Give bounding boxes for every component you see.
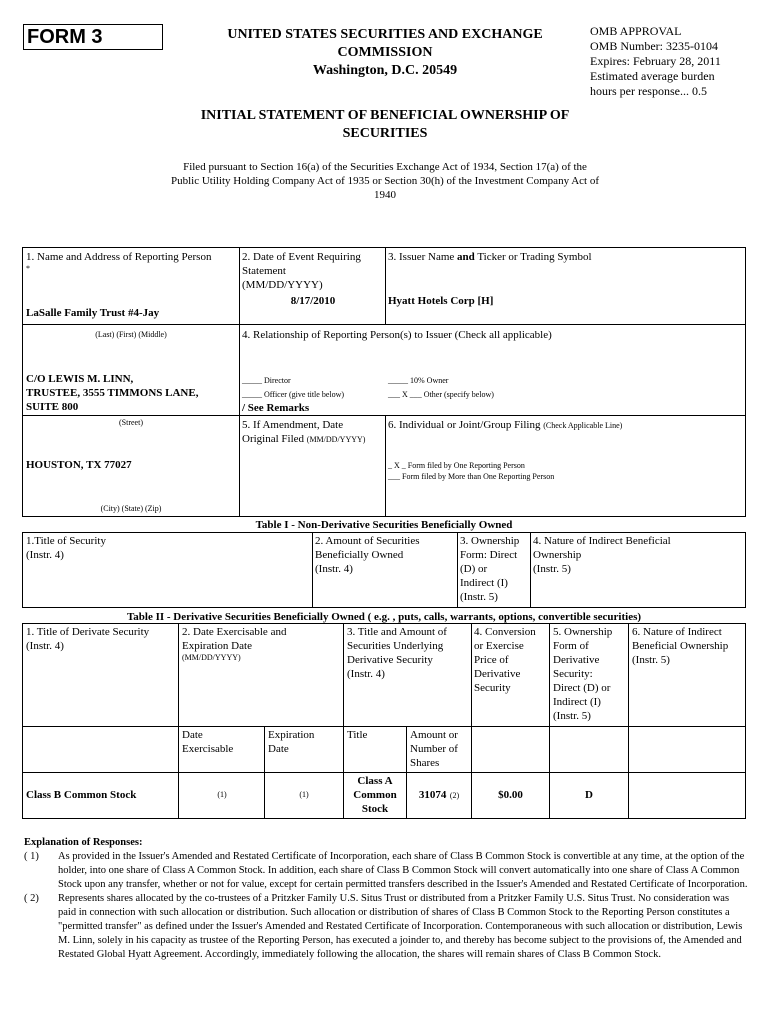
explanation-section [24,836,749,962]
grid-line [385,247,386,325]
street-line: C/O LEWIS M. LINN, [26,373,134,385]
see-remarks: / See Remarks [242,402,310,414]
sub-line: Exercisable [182,743,234,755]
explanation-number: ( 2) [24,893,39,904]
t2-col4-header [474,625,549,695]
omb-approval [590,24,760,99]
header-line: 6. Nature of Indirect [632,626,722,638]
t2-col3-header [347,625,471,681]
header-line: (Instr. 4) [26,640,64,652]
header-line-small: (MM/DD/YYYY) [182,653,241,662]
table2-title: Table II - Derivative Securities Beneficially Owned ( e.g. , puts, calls, warrants, options, convertible securities) [126,611,642,623]
filed-pursuant: Filed pursuant to Section 16(a) of the Securities Exchange Act of 1934, Section 17(a) of the Public Utility Holding Company Act of 1935 or Section 30(h) of the Investment Company Act of 1940 [170,161,600,201]
header-line: 2. Date Exercisable and [182,626,287,638]
agency-line: COMMISSION [337,45,433,60]
box1-label: 1. Name and Address of Reporting Person [26,251,212,263]
explanation-item [24,850,749,892]
underlying-amount [407,788,471,802]
header-line: Ownership [533,549,582,561]
header-line: or Exercise [474,640,524,652]
header-line: 5. Ownership [553,626,613,638]
grid-line [178,623,179,819]
explanation-text: Represents shares allocated by the co-trustees of a Pritzker Family U.S. Situs Trust or distributed from a Pritzker Family U.S. Situs Trust. No consideration was paid in connection with such allocation or distribution. Such allocation or distribution of shares of Class B Common Stock to the Reporting Person constitutes a "permitted transfer" as defined under the Issuer's Amended and Restated Certificate of Incorporation. Contemporaneous with such allocation or distribution, Lewis M. Linn, solely in his capacity as trustee of the Reporting Person, has executed a joinder to, and thereby has become subject to the provisions of, the Amended and Restated Global Hyatt Agreement. Accordingly, immediately following the allocation, the shares will remain shares of Class B Common Stock. [58,893,743,960]
header-line: Direct (D) or [553,682,611,694]
box2-label [242,250,384,292]
box5-label-line [242,432,384,446]
sub-line: Amount or [410,729,458,741]
header-line: (Instr. 4) [26,549,64,561]
issuer-name: Hyatt Hotels Corp [H] [388,295,494,307]
box6-label-part: 6. Individual or Joint/Group Filing [388,419,544,431]
agency-header [205,26,565,80]
box6-label [388,418,744,432]
header-line: (Instr. 4) [315,563,353,575]
sub-line: Shares [410,757,440,769]
filing-option-one: _ X _ Form filed by One Reporting Person [388,461,525,470]
underlying-title-line: Stock [361,803,389,815]
box5-label-part: Original Filed [242,433,307,445]
header-line: 3. Ownership [460,535,520,547]
header-line: (Instr. 5) [460,591,498,603]
header-line: 1.Title of Security [26,535,106,547]
underlying-title-line: Common [353,789,397,801]
grid-line [22,818,746,819]
sub-expiration-date [268,728,343,756]
grid-line [22,772,746,773]
box5-label [242,418,384,446]
agency-line: Washington, D.C. 20549 [312,63,458,78]
director-option: _____ Director [242,376,291,385]
omb-line: hours per response... 0.5 [590,84,707,98]
t1-col4-header [533,534,743,576]
t2-col2-header [182,625,342,663]
sub-line: Number of [410,743,458,755]
expiration-note: (1) [299,790,309,799]
grid-line [385,415,386,517]
header-line: Price of [474,654,509,666]
header-line: Expiration Date [182,640,252,652]
officer-option: _____ Officer (give title below) [242,390,345,399]
explanation-number: ( 1) [24,851,39,862]
box1-asterisk: * [26,264,30,273]
grid-line [745,623,746,819]
grid-line [22,247,746,248]
explanation-heading: Explanation of Responses: [24,837,143,848]
grid-line [22,726,746,727]
title-line: INITIAL STATEMENT OF BENEFICIAL OWNERSHIP OF [200,108,570,123]
grid-line [22,324,746,325]
grid-line [22,516,746,517]
street-line: SUITE 800 [26,401,79,413]
ten-percent-option: _____ 10% Owner [388,376,449,385]
form-label: FORM 3 [23,24,163,50]
reporting-person-name: LaSalle Family Trust #4-Jay [26,307,160,319]
header-line: Form of [553,640,589,652]
filing-option-multiple: ___ Form filed by More than One Reporting Person [388,472,555,481]
document-title [170,107,600,143]
amount-note: (2) [449,791,460,800]
header-line: (Instr. 5) [632,654,670,666]
header-line: 1. Title of Derivate Security [26,626,150,638]
omb-line: OMB APPROVAL [590,24,682,38]
header-line: Security: [553,668,593,680]
header-line: Derivative [553,654,600,666]
grid-line [22,623,23,819]
header-line: (D) or [460,563,488,575]
grid-line [239,247,240,517]
amount-value: 31074 [418,789,447,801]
box5-label-line: 5. If Amendment, Date [242,419,344,431]
city-caption: (City) (State) (Zip) [100,504,162,513]
sub-line: Expiration [268,729,315,741]
box3-label-part: Ticker or Trading Symbol [474,251,592,263]
t2-col6-header [632,625,744,667]
street-line: TRUSTEE, 3555 TIMMONS LANE, [26,387,199,399]
title-line: SECURITIES [342,126,428,141]
sub-line: Date [268,743,289,755]
box4-label: 4. Relationship of Reporting Person(s) to Issuer (Check all applicable) [242,329,552,341]
header-line: (Instr. 5) [533,563,571,575]
agency-line: UNITED STATES SECURITIES AND EXCHANGE [227,27,543,42]
conversion-price: $0.00 [498,789,523,801]
sub-amount [410,728,472,770]
t1-col1-header [26,534,310,562]
header-line: 2. Amount of Securities [315,535,420,547]
grid-line [530,532,531,608]
header-line: Derivative [474,668,521,680]
grid-line [628,623,629,819]
sub-title: Title [347,729,368,741]
t1-col2-header [315,534,455,576]
grid-line [745,247,746,517]
grid-line [312,532,313,608]
grid-line [22,607,746,608]
box6-label-small: (Check Applicable Line) [543,421,623,430]
sub-line: Date [182,729,203,741]
header-line: Security [474,682,511,694]
reporting-person-city: HOUSTON, TX 77027 [26,459,132,471]
box3-label [388,250,743,264]
header-line: Indirect (I) [553,696,601,708]
header-line: (Instr. 4) [347,668,385,680]
header-line: 4. Nature of Indirect Beneficial [533,535,671,547]
header-line: Derivative Security [347,654,433,666]
header-line: Form: Direct [460,549,518,561]
street-caption: (Street) [119,418,143,427]
grid-line [22,247,23,517]
name-caption: (Last) (First) (Middle) [95,330,167,339]
t2-col5-header [553,625,628,723]
derivative-security-title: Class B Common Stock [26,789,137,801]
omb-line: Estimated average burden [590,69,715,83]
box2-label-line: 2. Date of Event Requiring [242,251,361,263]
header-line: Beneficial Ownership [632,640,729,652]
box3-label-and: and [457,251,475,263]
grid-line [22,415,746,416]
t2-col1-header [26,625,176,653]
reporting-person-street [26,372,238,414]
grid-line [457,532,458,608]
grid-line [22,623,746,624]
ownership-form: D [585,789,593,801]
omb-line: OMB Number: 3235-0104 [590,39,718,53]
box2-label-line: Statement [242,265,286,277]
header-line: 4. Conversion [474,626,536,638]
explanation-item [24,892,749,962]
grid-line [22,532,746,533]
grid-line [22,532,23,608]
header-line: 3. Title and Amount of [347,626,447,638]
event-date: 8/17/2010 [290,295,336,307]
box5-label-small: (MM/DD/YYYY) [306,435,366,444]
grid-line [745,532,746,608]
underlying-title [344,774,406,816]
omb-line: Expires: February 28, 2011 [590,54,721,68]
header-line: (Instr. 5) [553,710,591,722]
header-line: Securities Underlying [347,640,444,652]
table1-title: Table I - Non-Derivative Securities Beneficially Owned [255,519,513,531]
header-line: Indirect (I) [460,577,508,589]
explanation-text: As provided in the Issuer's Amended and Restated Certificate of Incorporation, each share of Class B Common Stock is convertible at any time, at the option of the holder, into one share of Class A Common Stock. In addition, each share of Class B Common Stock will convert automatically into one share of Class A Common Stock upon any transfer, whether or not for value, except for certain permitted transfers described in the Issuer's Amended and Restated Certificate of Incorporation. [58,851,748,890]
underlying-title-line: Class A [357,775,393,787]
t1-col3-header [460,534,530,604]
box3-label-part: 3. Issuer Name [388,251,458,263]
header-line: Beneficially Owned [315,549,404,561]
sub-date-exercisable [182,728,262,756]
box2-label-line: (MM/DD/YYYY) [242,279,323,291]
other-option: ___ X ___ Other (specify below) [388,390,494,399]
date-exercisable-note: (1) [217,790,227,799]
